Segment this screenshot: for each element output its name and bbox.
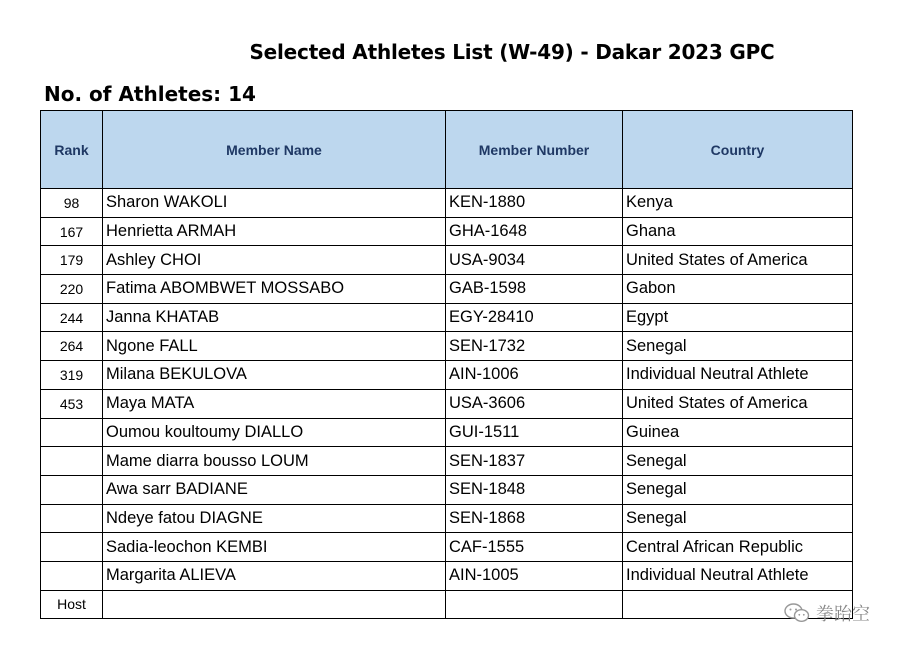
rank-cell: 98 xyxy=(41,189,103,218)
member-name-cell: Ashley CHOI xyxy=(103,246,446,275)
member-name-cell: Margarita ALIEVA xyxy=(103,561,446,590)
member-name-cell: Sadia-leochon KEMBI xyxy=(103,533,446,562)
rank-cell xyxy=(41,447,103,476)
member-number-cell: EGY-28410 xyxy=(446,303,623,332)
table-row xyxy=(41,246,853,275)
country-cell: Senegal xyxy=(623,504,853,533)
athlete-count: No. of Athletes: 14 xyxy=(44,82,256,106)
watermark xyxy=(784,600,870,626)
country-cell: Individual Neutral Athlete xyxy=(623,561,853,590)
member-number-cell: KEN-1880 xyxy=(446,189,623,218)
table-row xyxy=(41,447,853,476)
member-name-cell: Awa sarr BADIANE xyxy=(103,475,446,504)
table-row xyxy=(41,590,853,619)
country-cell: Guinea xyxy=(623,418,853,447)
table-row xyxy=(41,475,853,504)
rank-cell xyxy=(41,418,103,447)
member-number-cell: GAB-1598 xyxy=(446,275,623,304)
rank-cell: 319 xyxy=(41,361,103,390)
watermark-text: 拳跆空 xyxy=(816,604,870,625)
header-member-name: Member Name xyxy=(103,111,446,189)
member-name-cell: Milana BEKULOVA xyxy=(103,361,446,390)
table-row xyxy=(41,561,853,590)
rank-cell xyxy=(41,533,103,562)
member-name-cell xyxy=(103,590,446,619)
member-number-cell: SEN-1868 xyxy=(446,504,623,533)
rank-cell xyxy=(41,504,103,533)
country-cell: Individual Neutral Athlete xyxy=(623,361,853,390)
country-cell: Kenya xyxy=(623,189,853,218)
country-cell: Central African Republic xyxy=(623,533,853,562)
header-country: Country xyxy=(623,111,853,189)
header-member-number: Member Number xyxy=(446,111,623,189)
table-row xyxy=(41,303,853,332)
member-name-cell: Sharon WAKOLI xyxy=(103,189,446,218)
country-cell: United States of America xyxy=(623,389,853,418)
table-header-row xyxy=(41,111,853,189)
country-cell: Senegal xyxy=(623,475,853,504)
member-number-cell: USA-9034 xyxy=(446,246,623,275)
member-name-cell: Janna KHATAB xyxy=(103,303,446,332)
rank-cell: Host xyxy=(41,590,103,619)
rank-cell: 244 xyxy=(41,303,103,332)
member-name-cell: Fatima ABOMBWET MOSSABO xyxy=(103,275,446,304)
member-number-cell: SEN-1837 xyxy=(446,447,623,476)
table-row xyxy=(41,189,853,218)
member-name-cell: Henrietta ARMAH xyxy=(103,217,446,246)
rank-cell: 264 xyxy=(41,332,103,361)
country-cell: Senegal xyxy=(623,447,853,476)
member-name-cell: Ngone FALL xyxy=(103,332,446,361)
member-number-cell: AIN-1005 xyxy=(446,561,623,590)
member-name-cell: Mame diarra bousso LOUM xyxy=(103,447,446,476)
athletes-table xyxy=(40,110,853,619)
member-number-cell: SEN-1732 xyxy=(446,332,623,361)
member-number-cell xyxy=(446,590,623,619)
table-row xyxy=(41,361,853,390)
rank-cell xyxy=(41,475,103,504)
member-number-cell: GHA-1648 xyxy=(446,217,623,246)
country-cell: United States of America xyxy=(623,246,853,275)
member-number-cell: USA-3606 xyxy=(446,389,623,418)
table-row xyxy=(41,332,853,361)
member-name-cell: Ndeye fatou DIAGNE xyxy=(103,504,446,533)
member-number-cell: AIN-1006 xyxy=(446,361,623,390)
wechat-logo-icon xyxy=(784,603,810,623)
table-row xyxy=(41,533,853,562)
country-cell: Ghana xyxy=(623,217,853,246)
header-rank: Rank xyxy=(41,111,103,189)
table-row xyxy=(41,504,853,533)
table-row xyxy=(41,217,853,246)
table-row xyxy=(41,275,853,304)
table-row xyxy=(41,418,853,447)
rank-cell: 179 xyxy=(41,246,103,275)
member-number-cell: SEN-1848 xyxy=(446,475,623,504)
member-number-cell: CAF-1555 xyxy=(446,533,623,562)
country-cell: Senegal xyxy=(623,332,853,361)
member-name-cell: Maya MATA xyxy=(103,389,446,418)
rank-cell: 453 xyxy=(41,389,103,418)
rank-cell: 220 xyxy=(41,275,103,304)
rank-cell: 167 xyxy=(41,217,103,246)
country-cell: Gabon xyxy=(623,275,853,304)
country-cell: Egypt xyxy=(623,303,853,332)
member-name-cell: Oumou koultoumy DIALLO xyxy=(103,418,446,447)
rank-cell xyxy=(41,561,103,590)
member-number-cell: GUI-1511 xyxy=(446,418,623,447)
document-title: Selected Athletes List (W-49) - Dakar 2023 GPC xyxy=(249,40,775,64)
table-row xyxy=(41,389,853,418)
